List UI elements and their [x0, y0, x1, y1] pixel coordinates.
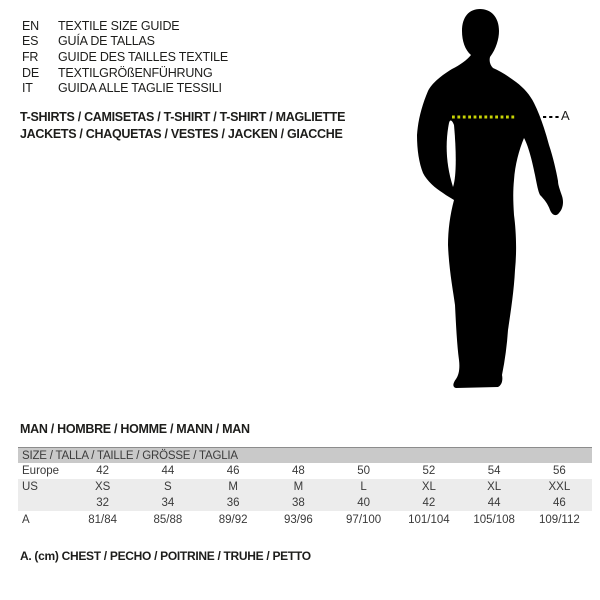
size-table: [18, 447, 592, 528]
language-label: TEXTILE SIZE GUIDE: [58, 18, 180, 33]
table-row-us-numeric: [18, 495, 592, 511]
category-block: [20, 109, 345, 142]
language-code: DE: [22, 65, 39, 80]
table-cell: 36: [226, 497, 240, 509]
table-cell: 38: [291, 497, 305, 509]
language-row: [22, 49, 228, 65]
table-cell: 89/92: [218, 513, 248, 526]
table-cell: 42: [96, 465, 110, 477]
table-cell: XL: [487, 481, 502, 493]
table-row-europe: [18, 463, 592, 479]
table-cell: XS: [94, 481, 111, 493]
language-label: GUIDE DES TAILLES TEXTILE: [58, 49, 229, 64]
language-code: FR: [22, 49, 39, 64]
measurement-marker-a: A: [561, 108, 570, 123]
section-title-man: MAN / HOMBRE / HOMME / MANN / MAN: [20, 422, 250, 436]
measurement-footnote: A. (cm) CHEST / PECHO / POITRINE / TRUHE / PETTO: [20, 549, 311, 563]
language-label: TEXTILGRÖßENFÜHRUNG: [58, 65, 213, 80]
table-cell: 34: [161, 497, 175, 509]
language-row: [22, 34, 228, 50]
table-row-us: [18, 479, 592, 495]
man-silhouette: [410, 5, 580, 395]
language-row: [22, 80, 228, 96]
language-code: EN: [22, 18, 39, 33]
table-cell: 46: [226, 465, 240, 477]
category-jackets: JACKETS / CHAQUETAS / VESTES / JACKEN / GIACCHE: [20, 126, 343, 141]
table-cell: 105/108: [473, 513, 515, 526]
language-label: GUÍA DE TALLAS: [58, 34, 155, 49]
man-silhouette-figure: [410, 5, 580, 395]
table-cell: 93/96: [283, 513, 313, 526]
size-table-header: SIZE / TALLA / TAILLE / GRÖSSE / TAGLIA: [18, 448, 592, 463]
table-cell: XL: [421, 481, 436, 493]
table-cell: 97/100: [346, 513, 382, 526]
table-cell: 44: [161, 465, 175, 477]
language-list: [22, 18, 228, 96]
table-cell: M: [293, 481, 304, 493]
table-cell: XXL: [548, 481, 571, 493]
table-cell: L: [360, 481, 367, 493]
table-cell: 42: [422, 497, 436, 509]
table-cell: 40: [357, 497, 371, 509]
table-cell: 48: [291, 465, 305, 477]
language-row: [22, 65, 228, 81]
table-cell: 109/112: [539, 513, 580, 526]
language-row: [22, 18, 228, 34]
language-code: ES: [22, 34, 39, 49]
table-cell: 101/104: [408, 513, 450, 526]
table-cell: 54: [487, 465, 501, 477]
table-row-chest-cm: [18, 511, 592, 528]
row-label: Europe: [22, 465, 60, 477]
table-cell: 32: [96, 497, 110, 509]
man-silhouette-body: [417, 9, 563, 388]
table-cell: 56: [552, 465, 566, 477]
row-label: US: [22, 481, 38, 493]
table-cell: 85/88: [153, 513, 183, 526]
table-cell: 46: [552, 497, 566, 509]
table-cell: 52: [422, 465, 436, 477]
table-cell: S: [164, 481, 172, 493]
language-label: GUIDA ALLE TAGLIE TESSILI: [58, 81, 222, 96]
table-cell: 44: [487, 497, 501, 509]
table-cell: 50: [357, 465, 371, 477]
table-cell: M: [228, 481, 238, 493]
row-label: A: [22, 513, 30, 526]
table-cell: 81/84: [88, 513, 118, 526]
category-tshirts: T-SHIRTS / CAMISETAS / T-SHIRT / T-SHIRT / MAGLIETTE: [20, 110, 346, 124]
language-code: IT: [22, 81, 33, 96]
